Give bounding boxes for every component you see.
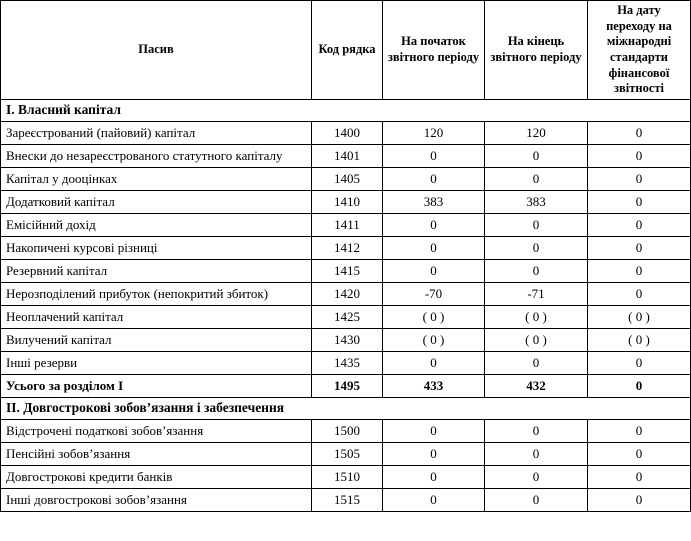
row-value-ifrs: 0	[588, 465, 691, 488]
row-value-end: 383	[485, 190, 588, 213]
column-header-code: Код рядка	[312, 1, 383, 100]
row-value-start: -70	[383, 282, 485, 305]
row-value-end: ( 0 )	[485, 305, 588, 328]
row-code: 1425	[312, 305, 383, 328]
row-label: Додатковий капітал	[1, 190, 312, 213]
row-label: Довгострокові кредити банків	[1, 465, 312, 488]
row-value-start: 0	[383, 488, 485, 511]
row-code: 1430	[312, 328, 383, 351]
row-code: 1401	[312, 144, 383, 167]
row-label: Відстрочені податкові зобов’язання	[1, 419, 312, 442]
row-value-start: 383	[383, 190, 485, 213]
row-label: Емісійний дохід	[1, 213, 312, 236]
table-row	[1, 328, 691, 351]
row-value-start: 0	[383, 419, 485, 442]
row-code: 1415	[312, 259, 383, 282]
row-value-ifrs: 0	[588, 419, 691, 442]
table-row	[1, 465, 691, 488]
row-value-start: ( 0 )	[383, 328, 485, 351]
table-row	[1, 121, 691, 144]
row-value-end: 0	[485, 419, 588, 442]
table-row	[1, 305, 691, 328]
row-label: Нерозподілений прибуток (непокритий збиток)	[1, 282, 312, 305]
row-value-start: 0	[383, 351, 485, 374]
section-title-equity: I. Власний капітал	[1, 99, 691, 121]
row-value-ifrs: 0	[588, 374, 691, 397]
row-value-end: 0	[485, 144, 588, 167]
row-value-ifrs: 0	[588, 167, 691, 190]
table-row	[1, 282, 691, 305]
table-row	[1, 213, 691, 236]
row-value-ifrs: 0	[588, 351, 691, 374]
row-code: 1510	[312, 465, 383, 488]
row-value-ifrs: ( 0 )	[588, 328, 691, 351]
table-row	[1, 167, 691, 190]
row-code: 1500	[312, 419, 383, 442]
row-value-end: 0	[485, 213, 588, 236]
row-code: 1412	[312, 236, 383, 259]
row-value-ifrs: 0	[588, 213, 691, 236]
table-row	[1, 259, 691, 282]
table-row	[1, 442, 691, 465]
row-label: Усього за розділом I	[1, 374, 312, 397]
row-code: 1435	[312, 351, 383, 374]
row-value-start: 433	[383, 374, 485, 397]
row-value-end: -71	[485, 282, 588, 305]
row-value-end: 0	[485, 488, 588, 511]
row-label: Внески до незареєстрованого статутного капіталу	[1, 144, 312, 167]
column-header-passiv: Пасив	[1, 1, 312, 100]
row-value-ifrs: 0	[588, 190, 691, 213]
row-code: 1515	[312, 488, 383, 511]
row-value-ifrs: 0	[588, 259, 691, 282]
row-value-start: 120	[383, 121, 485, 144]
row-value-ifrs: 0	[588, 144, 691, 167]
table-row	[1, 419, 691, 442]
column-header-ifrs-transition: На дату переходу на міжнародні стандарти фінансової звітності	[588, 1, 691, 100]
row-label: Капітал у дооцінках	[1, 167, 312, 190]
row-code: 1505	[312, 442, 383, 465]
row-value-end: 0	[485, 465, 588, 488]
row-value-start: 0	[383, 442, 485, 465]
row-value-start: 0	[383, 465, 485, 488]
row-value-end: 120	[485, 121, 588, 144]
row-value-end: 432	[485, 374, 588, 397]
row-label: Вилучений капітал	[1, 328, 312, 351]
row-label: Неоплачений капітал	[1, 305, 312, 328]
row-label: Зареєстрований (пайовий) капітал	[1, 121, 312, 144]
row-value-end: 0	[485, 236, 588, 259]
table-row	[1, 144, 691, 167]
row-value-end: 0	[485, 351, 588, 374]
row-code: 1495	[312, 374, 383, 397]
header-row	[1, 1, 691, 100]
section-total-row	[1, 374, 691, 397]
row-code: 1410	[312, 190, 383, 213]
row-label: Резервний капітал	[1, 259, 312, 282]
row-value-ifrs: ( 0 )	[588, 305, 691, 328]
row-value-ifrs: 0	[588, 488, 691, 511]
row-code: 1405	[312, 167, 383, 190]
row-value-start: 0	[383, 236, 485, 259]
row-label: Інші довгострокові зобов’язання	[1, 488, 312, 511]
section-title-long-term-liabilities: II. Довгострокові зобов’язання і забезпечення	[1, 397, 691, 419]
table-row	[1, 351, 691, 374]
column-header-period-end: На кінець звітного періоду	[485, 1, 588, 100]
row-value-start: 0	[383, 144, 485, 167]
row-code: 1420	[312, 282, 383, 305]
row-value-start: 0	[383, 259, 485, 282]
table-row	[1, 488, 691, 511]
row-label: Накопичені курсові різниці	[1, 236, 312, 259]
row-code: 1411	[312, 213, 383, 236]
row-value-end: 0	[485, 442, 588, 465]
row-value-ifrs: 0	[588, 236, 691, 259]
row-value-end: ( 0 )	[485, 328, 588, 351]
column-header-period-start: На початок звітного періоду	[383, 1, 485, 100]
row-value-end: 0	[485, 167, 588, 190]
row-label: Інші резерви	[1, 351, 312, 374]
row-value-ifrs: 0	[588, 282, 691, 305]
section-header-row	[1, 397, 691, 419]
row-value-ifrs: 0	[588, 442, 691, 465]
row-value-ifrs: 0	[588, 121, 691, 144]
row-value-end: 0	[485, 259, 588, 282]
section-header-row	[1, 99, 691, 121]
row-code: 1400	[312, 121, 383, 144]
row-value-start: ( 0 )	[383, 305, 485, 328]
row-value-start: 0	[383, 213, 485, 236]
table-row	[1, 236, 691, 259]
row-label: Пенсійні зобов’язання	[1, 442, 312, 465]
row-value-start: 0	[383, 167, 485, 190]
table-row	[1, 190, 691, 213]
